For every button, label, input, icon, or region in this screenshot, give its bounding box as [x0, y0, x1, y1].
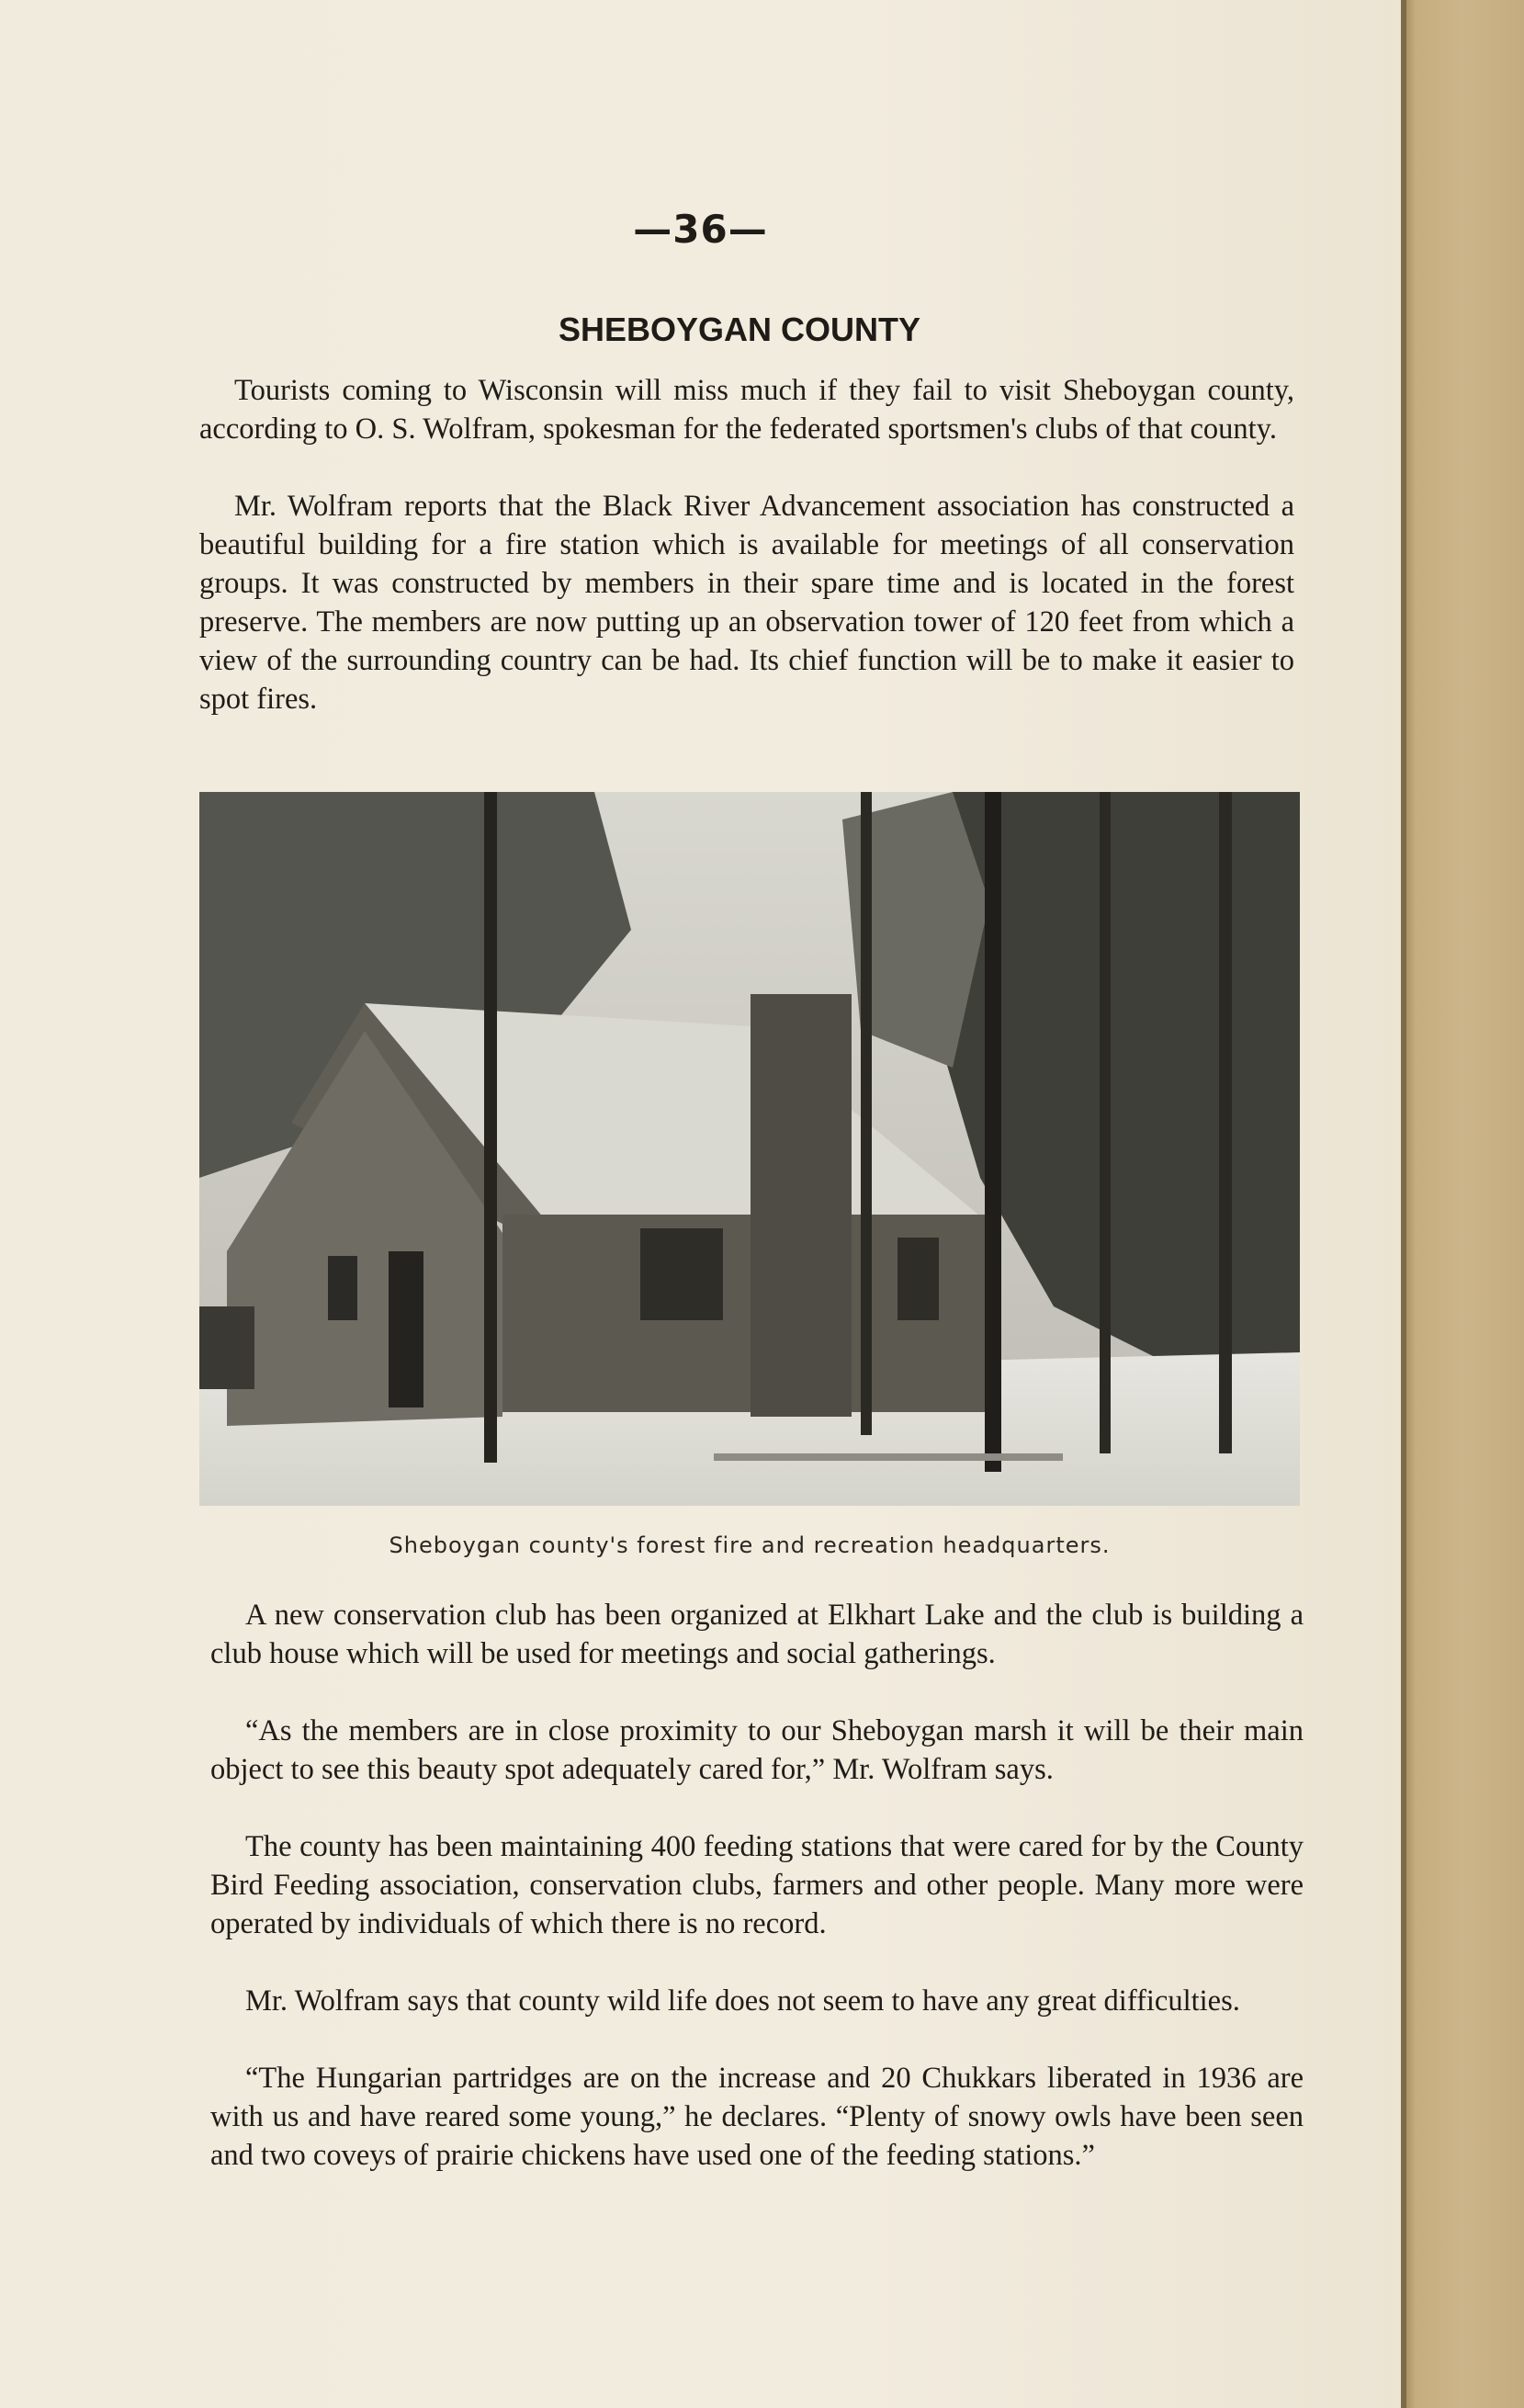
- body-paragraph-1: A new conservation club has been organized at Elkhart Lake and the club is building a club house which will be used for meetings and social gatherings.: [210, 1599, 1304, 1670]
- body-paragraph-5: “The Hungarian partridges are on the increase and 20 Chukkars liberated in 1936 are with us and have reared some young,” he declares. “Plenty of snowy owls have been seen and two coveys of prairie chickens have used one of the feeding stations.”: [210, 2062, 1304, 2172]
- body-paragraph-3: The county has been maintaining 400 feeding stations that were cared for by the County Bird Feeding association, conservation clubs, farmers and other people. Many more were operated by individuals of which there is no record.: [210, 1830, 1304, 1940]
- intro-paragraph-2: Mr. Wolfram reports that the Black River Advancement association has constructed a beautiful building for a fire station which is available for meetings of all conservation groups. It was constructed by members in their spare time and is located in the forest preserve. The members are now putting up an observation tower of 120 feet from which a view of the surrounding country can be had. Its chief function will be to make it easier to spot fires.: [199, 490, 1294, 716]
- headquarters-photo-image: [199, 792, 1300, 1506]
- body-paragraph-2: “As the members are in close proximity to our Sheboygan marsh it will be their main object to see this beauty spot adequately cared for,” Mr. Wolfram says.: [210, 1714, 1304, 1786]
- photo-caption: Sheboygan county's forest fire and recreation headquarters.: [389, 1532, 1111, 1558]
- body-paragraph-4: Mr. Wolfram says that county wild life does not seem to have any great difficulties.: [245, 1984, 1240, 2018]
- intro-paragraph-1: Tourists coming to Wisconsin will miss much if they fail to visit Sheboygan county, according to O. S. Wolfram, spokesman for the federated sportsmen's clubs of that county.: [199, 374, 1294, 446]
- binding-edge: [1401, 0, 1524, 2408]
- page-number: —36—: [633, 207, 768, 252]
- headquarters-photo: [199, 792, 1300, 1506]
- article-title: SHEBOYGAN COUNTY: [558, 311, 921, 348]
